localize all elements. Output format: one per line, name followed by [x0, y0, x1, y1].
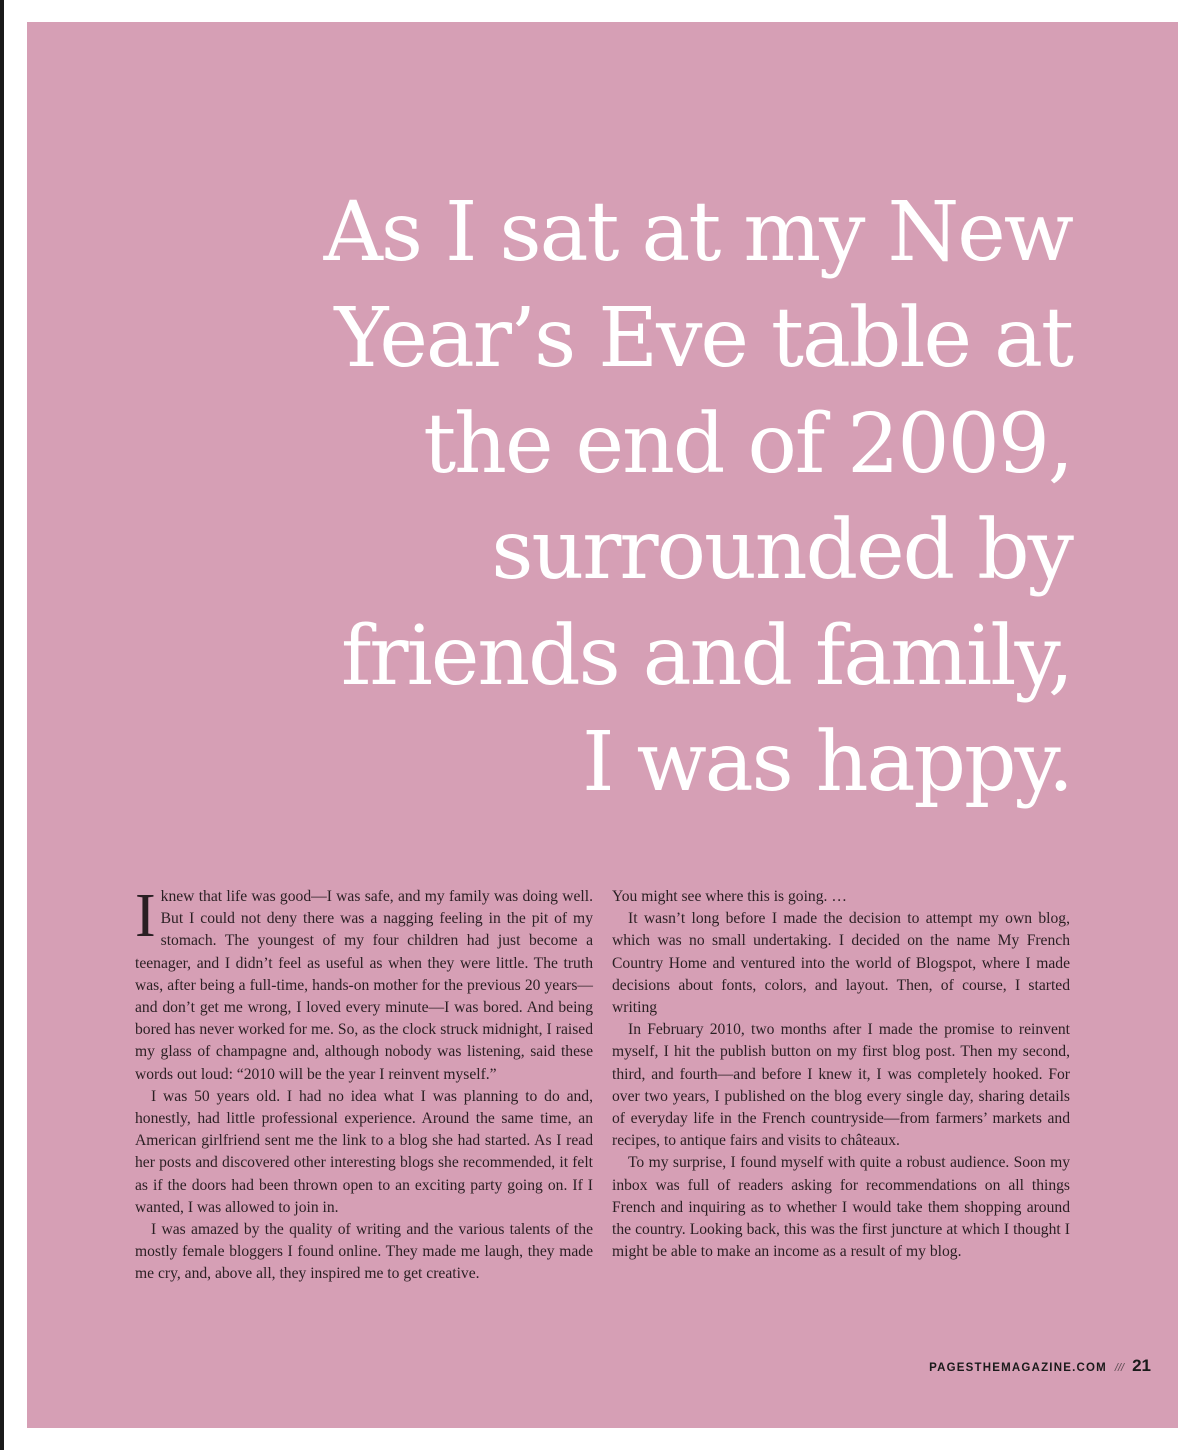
- pull-quote-line: friends and family,: [341, 609, 1072, 704]
- pull-quote-line: As I sat at my New: [323, 185, 1072, 280]
- article-paragraph: [135, 882, 593, 1086]
- article-column-left: [135, 882, 593, 1286]
- folio-separator: ///: [1114, 1362, 1125, 1374]
- page-gutter-rule: [0, 0, 4, 1450]
- paragraph-text: knew that life was good—I was safe, and my family was doing well. But I could not deny there was a nagging feeling in the pit of my stomach. The youngest of my four children had just become a teenager, and I didn’t feel as useful as when they were little. The truth was, after being a full-time, hands-on mother for the previous 20 years—and don’t get me wrong, I loved every minute—I was bored. And being bored has never worked for me. So, as the clock struck midnight, I raised my glass of champagne and, although nobody was listening, said these words out loud: “2010 will be the year I reinvent myself.”: [135, 888, 593, 1083]
- pull-quote-line: Year’s Eve table at: [334, 291, 1072, 386]
- pull-quote-line: I was happy.: [582, 715, 1072, 810]
- article-paragraph: To my surprise, I found myself with quite a robust audience. Soon my inbox was full of readers asking for recommendations on all things French and inquiring as to whether I would take them shopping around the country. Looking back, this was the first juncture at which I thought I might be able to make an income as a result of my blog.: [612, 1154, 1070, 1261]
- pull-quote: [252, 180, 1072, 816]
- page-number: 21: [1132, 1356, 1151, 1375]
- magazine-page: [27, 22, 1178, 1428]
- article-paragraph: I was amazed by the quality of writing and the various talents of the mostly female bloggers I found online. They made me laugh, they made me cry, and, above all, they inspired me to get creative.: [135, 1221, 593, 1283]
- article-paragraph: It wasn’t long before I made the decision to attempt my own blog, which was no small undertaking. I decided on the name My French Country Home and ventured into the world of Blogspot, where I made decisions about fonts, colors, and layout. Then, of course, I started writing: [612, 910, 1070, 1017]
- magazine-website: PAGESTHEMAGAZINE.COM: [929, 1362, 1107, 1374]
- pull-quote-line: the end of 2009,: [423, 397, 1072, 492]
- article-column-right: [612, 886, 1070, 1263]
- page-folio: [929, 1356, 1151, 1376]
- article-paragraph: You might see where this is going. …: [612, 888, 847, 905]
- pull-quote-line: surrounded by: [491, 503, 1072, 598]
- drop-cap: I: [135, 882, 156, 950]
- article-paragraph: I was 50 years old. I had no idea what I was planning to do and, honestly, had little professional experience. Around the same time, an American girlfriend sent me the link to a blog she had started. As I read her posts and discovered other interesting blogs she recommended, it felt as if the doors had been thrown open to an exciting party going on. If I wanted, I was allowed to join in.: [135, 1087, 593, 1216]
- article-paragraph: In February 2010, two months after I made the promise to reinvent myself, I hit the publish button on my first blog post. Then my second, third, and fourth—and before I knew it, I was completely hooked. For over two years, I published on the blog every single day, sharing details of everyday life in the French countryside—from farmers’ markets and recipes, to antique fairs and visits to châteaux.: [612, 1021, 1070, 1150]
